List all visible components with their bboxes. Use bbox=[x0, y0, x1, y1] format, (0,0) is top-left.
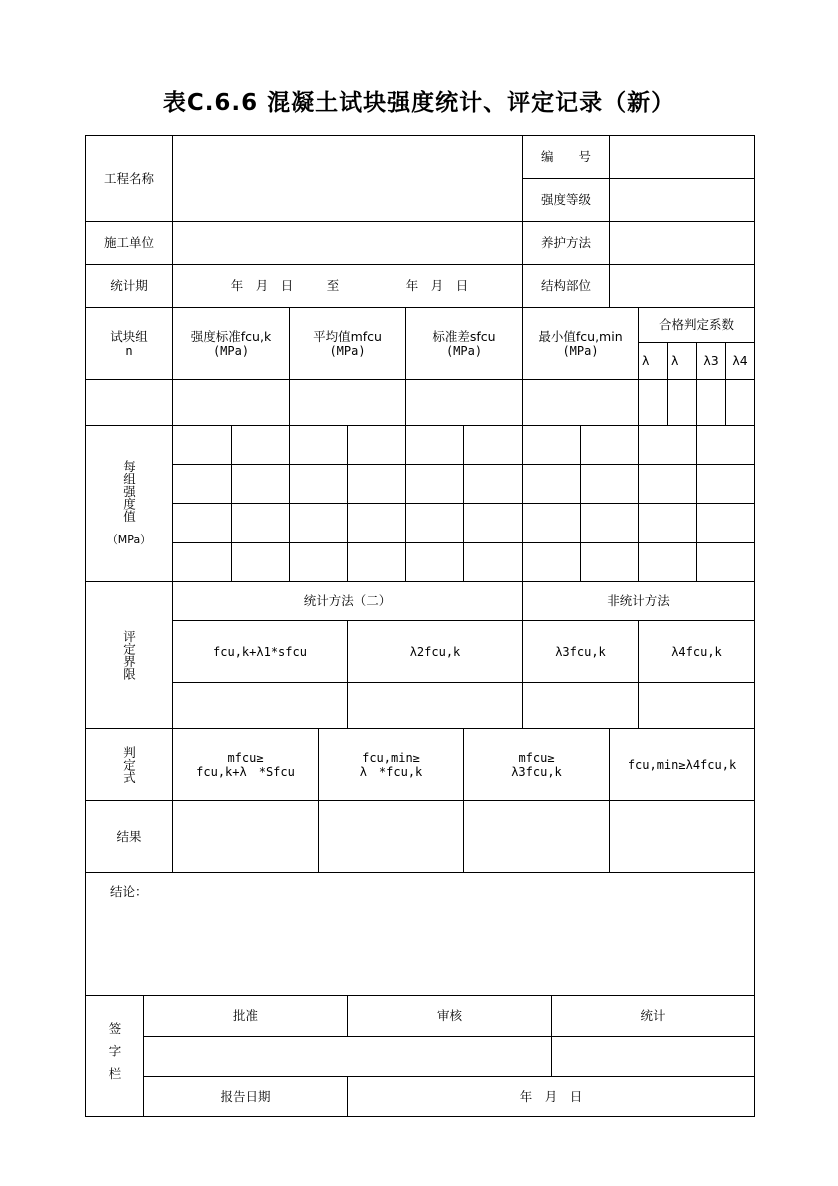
std-header-line2: (MPa) bbox=[445, 343, 483, 358]
lambda3-header: λ3 bbox=[703, 353, 719, 368]
criteria-label-text: 判定式 bbox=[121, 745, 137, 784]
limits-label bbox=[86, 582, 172, 728]
nonstat-method-header: 非统计方法 bbox=[607, 593, 670, 608]
number-field[interactable] bbox=[610, 136, 754, 178]
number-label: 编 号 bbox=[540, 149, 591, 164]
criterion-3-line2: λ3fcu,k bbox=[511, 764, 562, 779]
criterion-4: fcu,min≥λ4fcu,k bbox=[627, 757, 737, 772]
groups-label bbox=[86, 308, 172, 379]
min-header-line2: (MPa) bbox=[562, 343, 599, 358]
groups-label-line2: n bbox=[125, 343, 133, 358]
criterion-2 bbox=[319, 729, 463, 800]
structure-part-label: 结构部位 bbox=[540, 278, 591, 293]
curing-method-label: 养护方法 bbox=[540, 235, 591, 250]
group-values-unit: （MPa） bbox=[106, 533, 152, 547]
criterion-3-line1: mfcu≥ bbox=[518, 750, 555, 765]
std-header bbox=[406, 308, 522, 379]
limit-formula-2: λ2fcu,k bbox=[409, 644, 461, 659]
signature-label bbox=[86, 996, 143, 1116]
group-values-label bbox=[86, 426, 172, 581]
result-field-3[interactable] bbox=[464, 801, 609, 872]
date-from[interactable]: 年 月 日 bbox=[230, 278, 294, 293]
strength-grade-field[interactable] bbox=[610, 179, 754, 221]
construction-unit-field[interactable] bbox=[173, 222, 522, 264]
criterion-1-line1: mfcu≥ bbox=[227, 750, 264, 765]
result-field-1[interactable] bbox=[173, 801, 318, 872]
structure-part-field[interactable] bbox=[610, 265, 754, 307]
strength-grade-label: 强度等级 bbox=[540, 192, 591, 207]
conclusion-label: 结论： bbox=[110, 884, 148, 899]
construction-unit-label: 施工单位 bbox=[103, 235, 154, 250]
groups-label-line1: 试块组 bbox=[110, 328, 148, 344]
std-header-line1: 标准差sfcu bbox=[432, 328, 496, 344]
signature-label-text: 签字栏 bbox=[107, 1022, 122, 1090]
statistics-signature-field[interactable] bbox=[552, 1037, 754, 1076]
criteria-label bbox=[86, 729, 172, 800]
conclusion-field[interactable] bbox=[86, 905, 754, 995]
approve-signature-field[interactable] bbox=[144, 1037, 551, 1076]
to-label: 至 bbox=[326, 278, 340, 293]
min-header-line1: 最小值fcu,min bbox=[538, 328, 623, 344]
criterion-2-line1: fcu,min≥ bbox=[362, 750, 420, 765]
result-field-4[interactable] bbox=[610, 801, 754, 872]
criterion-2-line2: λ *fcu,k bbox=[359, 764, 423, 779]
result-label: 结果 bbox=[116, 828, 142, 844]
criterion-3 bbox=[464, 729, 609, 800]
criterion-1 bbox=[173, 729, 318, 800]
mean-header-line1: 平均值mfcu bbox=[313, 328, 382, 344]
mean-header-line2: (MPa) bbox=[329, 343, 366, 358]
lambda2-header: λ bbox=[671, 353, 679, 368]
result-field-2[interactable] bbox=[319, 801, 463, 872]
criterion-1-line2: fcu,k+λ *Sfcu bbox=[196, 764, 295, 779]
limits-label-text: 评定界限 bbox=[121, 630, 137, 680]
report-date-label: 报告日期 bbox=[220, 1088, 271, 1104]
limit-formula-3: λ3fcu,k bbox=[555, 644, 606, 659]
project-name-field[interactable] bbox=[173, 136, 522, 221]
lambda1-header: λ bbox=[642, 353, 650, 368]
group-values-label-text: 每组强度值 bbox=[121, 459, 137, 523]
project-name-label: 工程名称 bbox=[103, 170, 154, 186]
stat-method-header: 统计方法（二） bbox=[303, 593, 392, 608]
stat-period-label: 统计期 bbox=[110, 278, 148, 293]
lambda4-header: λ4 bbox=[732, 353, 748, 368]
statistics-label: 统计 bbox=[640, 1008, 666, 1023]
review-label: 审核 bbox=[436, 1008, 462, 1023]
limit-formula-1: fcu,k+λ1*sfcu bbox=[213, 644, 307, 659]
page-title: 表C.6.6 混凝土试块强度统计、评定记录（新） bbox=[162, 90, 676, 116]
curing-method-field[interactable] bbox=[610, 222, 754, 264]
date-to[interactable]: 年 月 日 bbox=[405, 278, 469, 293]
report-date-field[interactable]: 年 月 日 bbox=[519, 1088, 583, 1104]
min-header bbox=[523, 308, 638, 379]
mean-header bbox=[290, 308, 405, 379]
fcuk-header bbox=[173, 308, 289, 379]
fcuk-header-line2: (MPa) bbox=[212, 343, 250, 358]
coef-header: 合格判定系数 bbox=[658, 317, 734, 332]
approve-label: 批准 bbox=[232, 1008, 258, 1023]
limit-formula-4: λ4fcu,k bbox=[671, 644, 722, 659]
fcuk-header-line1: 强度标准fcu,k bbox=[190, 328, 272, 344]
